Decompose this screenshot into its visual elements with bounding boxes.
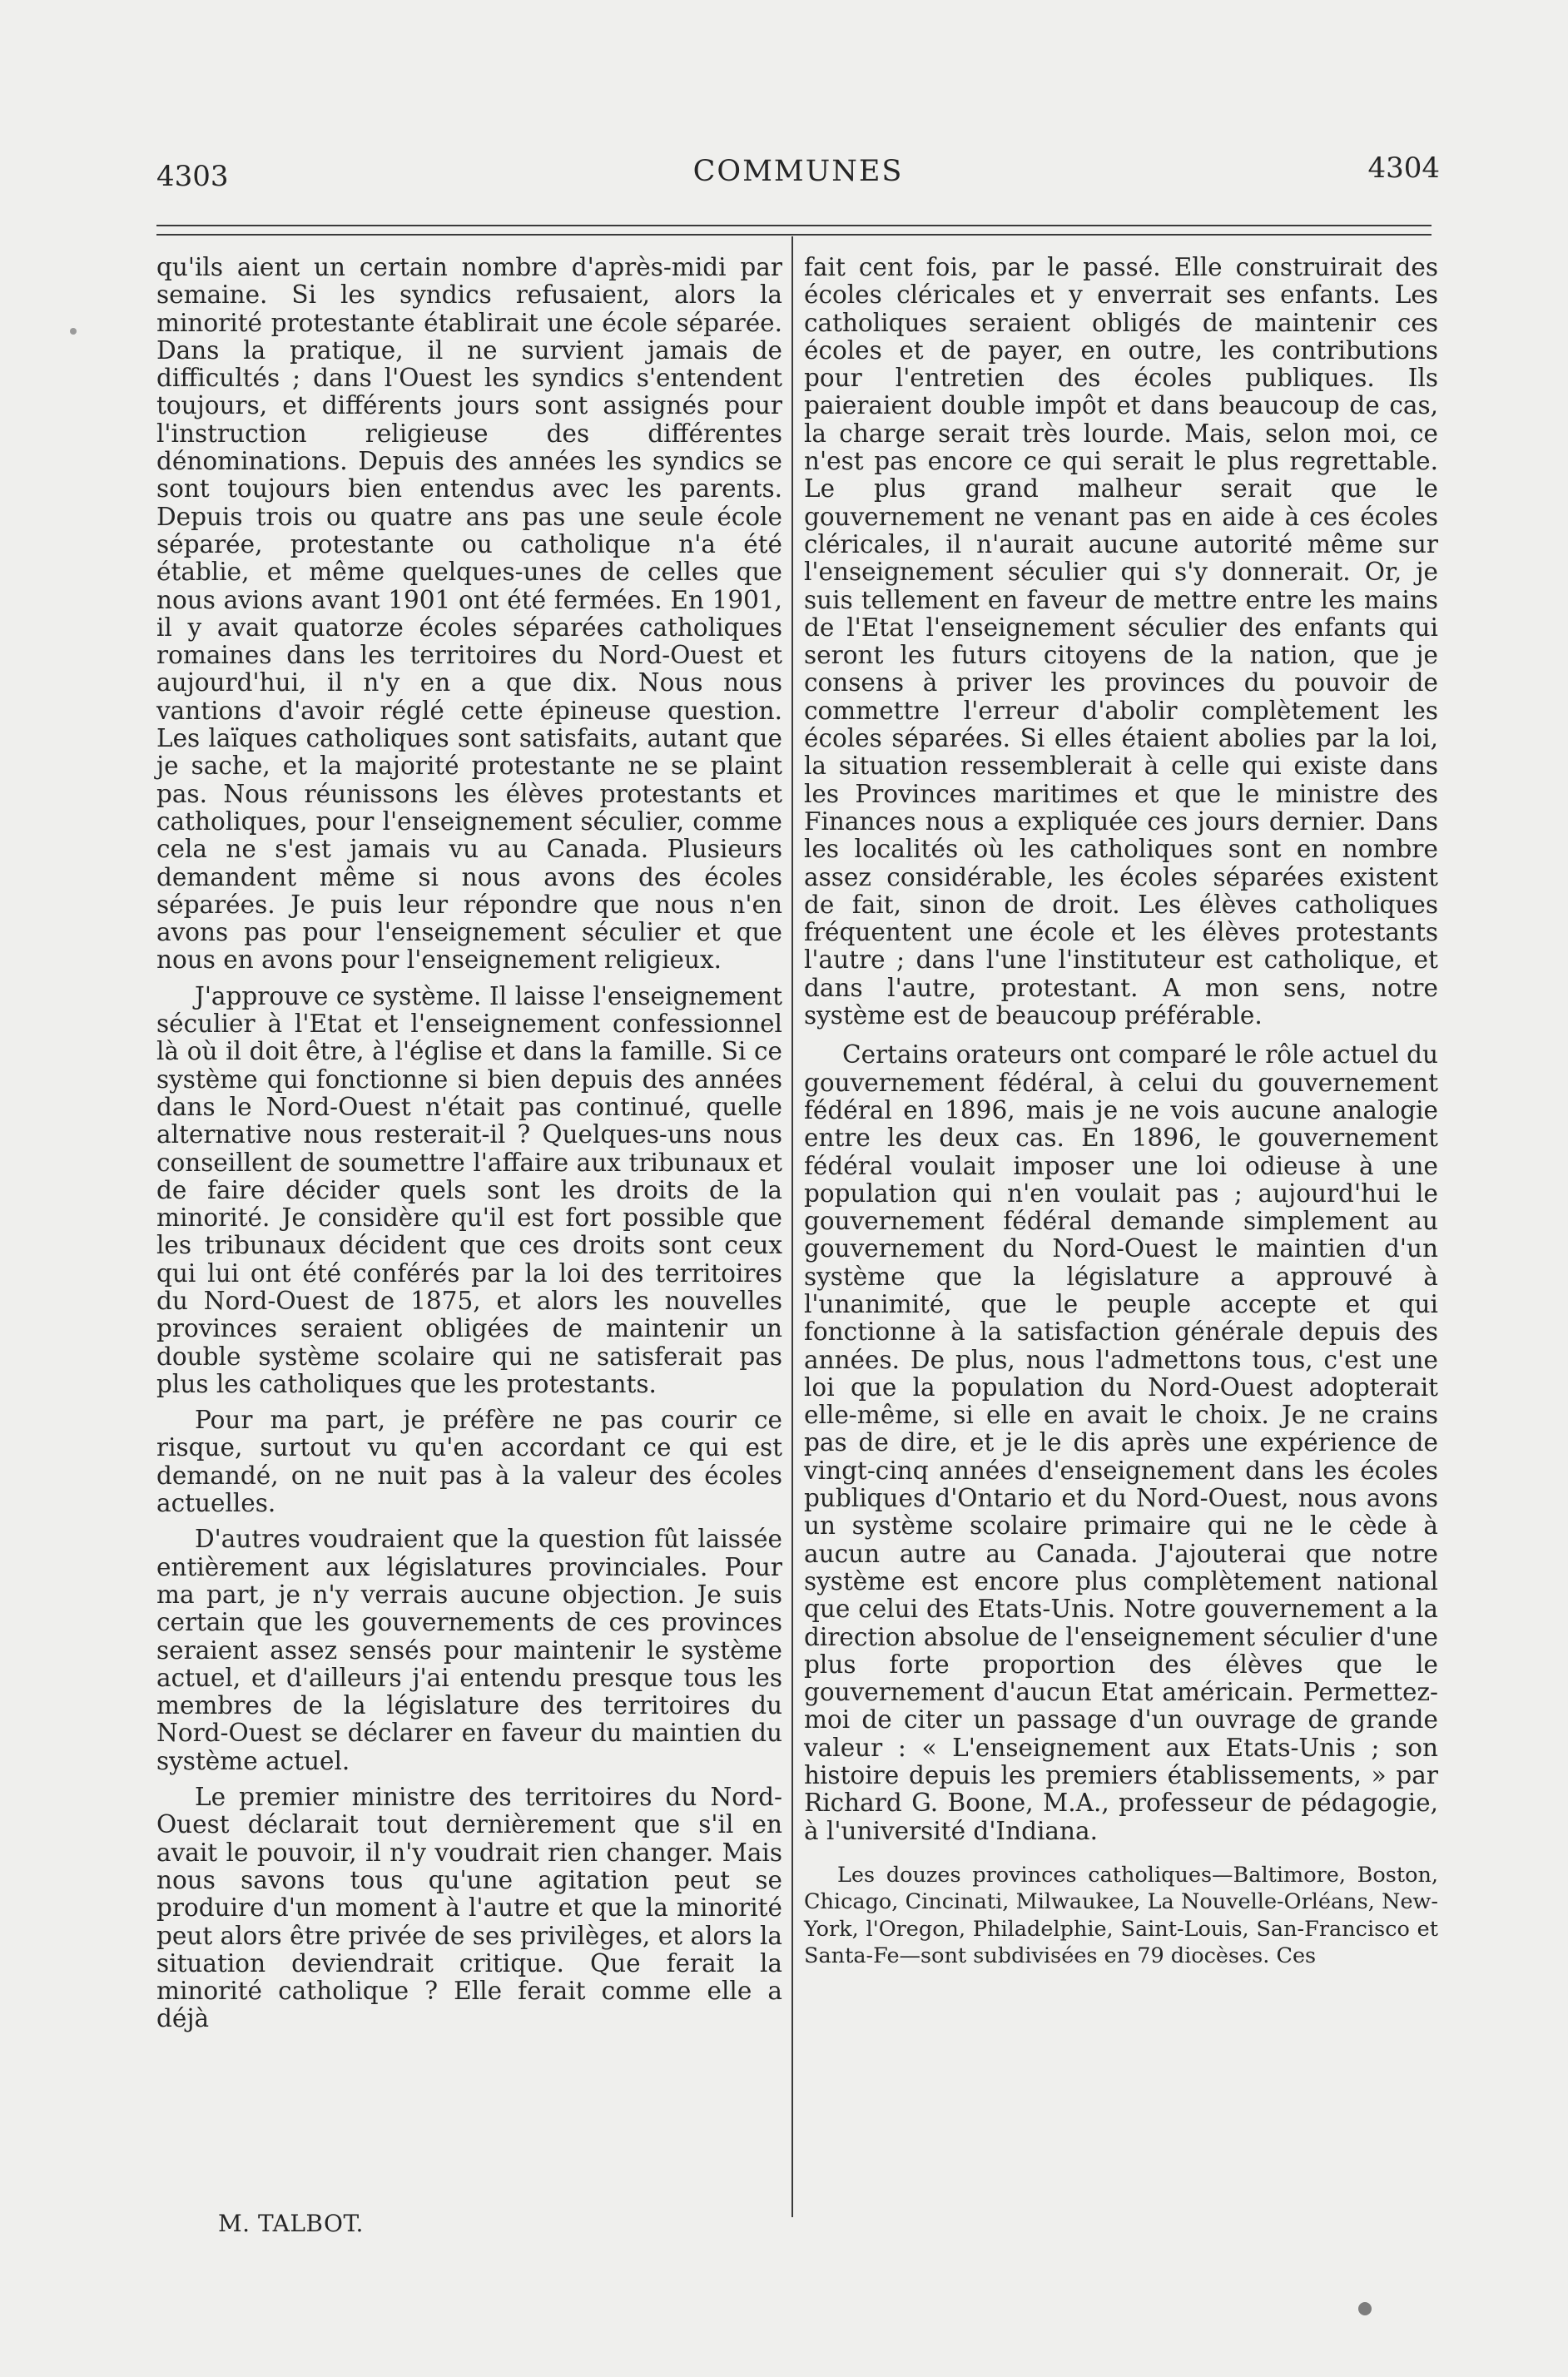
header-rule-bottom: [156, 234, 1432, 236]
left-paragraph-5: Le premier ministre des territoires du Nord-Ouest déclarait tout dernièrement que s'il en avait le pouvoir, il n'y voudrait rien changer. Mais nous savons tous qu'une agitation peut se produire d'un moment à l'autre et que la minorité peut alors être privée de ses privilèges, et alors la situation deviendrait critique. Que ferait la minorité catholique ? Elle ferait comme elle a déjà: [156, 1783, 782, 2033]
header-rule-top: [156, 225, 1432, 226]
right-paragraph-2: Certains orateurs ont comparé le rôle actuel du gouvernement fédéral, à celui du gouvernement fédéral en 1896, mais je ne vois aucune analogie entre les deux cas. En 1896, le gouvernement fédéral voulait imposer une loi odieuse à une population qui n'en voulait pas ; aujourd'hui le gouvernement fédéral demande simplement au gouvernement du Nord-Ouest le maintien d'un système que la législature a approuvé à l'unanimité, que le peuple accepte et qui fonctionne à la satisfaction générale depuis des années. De plus, nous l'admettons tous, c'est une loi que la population du Nord-Ouest adopterait elle-même, si elle en avait le choix. Je ne crains pas de dire, et je le dis après une expérience de vingt-cinq années d'enseignement dans les écoles publiques d'Ontario et du Nord-Ouest, nous avons un système scolaire primaire qui ne le cède à aucun autre au Canada. J'ajouterai que notre système est encore plus complètement national que celui des Etats-Unis. Notre gouvernement a la direction absolue de l'enseignement séculier d'une plus forte proportion des élèves que le gouvernement d'aucun Etat américain. Permettez-moi de citer un passage d'un ouvrage de grande valeur : « L'enseignement aux Etats-Unis ; son histoire depuis les premiers établissements, » par Richard G. Boone, M.A., professeur de pédagogie, à l'université d'Indiana.: [804, 1040, 1438, 1845]
running-title: COMMUNES: [692, 155, 904, 188]
page-number-left: 4303: [156, 160, 229, 193]
left-column: [156, 254, 782, 2033]
left-paragraph-3: Pour ma part, je préfère ne pas courir ce risque, surtout vu qu'en accordant ce qui est demandé, on ne nuit pas à la valeur des écoles actuelles.: [156, 1406, 782, 1518]
scan-speck-left: [70, 328, 77, 335]
left-paragraph-4: D'autres voudraient que la question fût laissée entièrement aux législatures provinciales. Pour ma part, je n'y verrais aucune objection. Je suis certain que les gouvernements de ces provinces seraient assez sensés pour maintenir le système actuel, et d'ailleurs j'ai entendu presque tous les membres de la législature des territoires du Nord-Ouest se déclarer en faveur du maintien du système actuel.: [156, 1525, 782, 1775]
column-divider: [791, 236, 793, 2217]
left-paragraph-1: qu'ils aient un certain nombre d'après-midi par semaine. Si les syndics refusaient, alors la minorité protestante établirait une école séparée. Dans la pratique, il ne survient jamais de difficultés ; dans l'Ouest les syndics s'entendent toujours, et différents jours sont assignés pour l'instruction religieuse des différentes dénominations. Depuis des années les syndics se sont toujours bien entendus avec les parents. Depuis trois ou quatre ans pas une seule école séparée, protestante ou catholique n'a été établie, et même quelques-unes de celles que nous avions avant 1901 ont été fermées. En 1901, il y avait quatorze écoles séparées catholiques romaines dans les territoires du Nord-Ouest et aujourd'hui, il n'y en a que dix. Nous nous vantions d'avoir réglé cette épineuse question. Les laïques catholiques sont satisfaits, autant que je sache, et la majorité protestante ne se plaint pas. Nous réunissons les élèves protestants et catholiques, pour l'enseignement séculier, comme cela ne s'est jamais vu au Canada. Plusieurs demandent même si nous avons des écoles séparées. Je puis leur répondre que nous n'en avons pas pour l'enseignement séculier et que nous en avons pour l'enseignement religieux.: [156, 253, 782, 975]
speaker-signature: M. TALBOT.: [218, 2210, 364, 2237]
quoted-passage: Les douzes provinces catholiques—Baltimore, Boston, Chicago, Cincinati, Milwaukee, La Nouvelle-Orléans, New-York, l'Oregon, Philadelphie, Saint-Louis, San-Francisco et Santa-Fe—sont subdivisées en 79 diocèses. Ces: [804, 1862, 1438, 1969]
right-column: [804, 254, 1438, 1970]
left-paragraph-2: J'approuve ce système. Il laisse l'enseignement séculier à l'Etat et l'enseignement confessionnel là où il doit être, à l'église et dans la famille. Si ce système qui fonctionne si bien depuis des années dans le Nord-Ouest n'était pas continué, quelle alternative nous resterait-il ? Quelques-uns nous conseillent de soumettre l'affaire aux tribunaux et de faire décider quels sont les droits de la minorité. Je considère qu'il est fort possible que les tribunaux décident que ces droits sont ceux qui lui ont été conférés par la loi des territoires du Nord-Ouest de 1875, et alors les nouvelles provinces seraient obligées de maintenir un double système scolaire qui ne satisferait pas plus les catholiques que les protestants.: [156, 981, 782, 1398]
right-paragraph-1: fait cent fois, par le passé. Elle construirait des écoles cléricales et y enverrait ses enfants. Les catholiques seraient obligés de maintenir ces écoles et de payer, en outre, les contributions pour l'entretien des écoles publiques. Ils paieraient double impôt et dans beaucoup de cas, la charge serait très lourde. Mais, selon moi, ce n'est pas encore ce qui serait le plus regrettable. Le plus grand malheur serait que le gouvernement ne venant pas en aide à ces écoles cléricales, il n'aurait aucune autorité même sur l'enseignement séculier qui s'y donnerait. Or, je suis tellement en faveur de mettre entre les mains de l'Etat l'enseignement séculier des enfants qui seront les futurs citoyens de la nation, que je consens à priver les provinces du pouvoir de commettre l'erreur d'abolir complètement les écoles séparées. Si elles étaient abolies par la loi, la situation ressemblerait à celle qui existe dans les Provinces maritimes et que le ministre des Finances nous a expliquée ces jours dernier. Dans les localités où les catholiques sont en nombre assez considérable, les écoles séparées existent de fait, sinon de droit. Les élèves catholiques fréquentent une école et les élèves protestants l'autre ; dans l'une l'instituteur est catholique, et dans l'autre, protestant. A mon sens, notre système est de beaucoup préférable.: [804, 253, 1438, 1030]
scan-speck-bottom-right: [1358, 2302, 1372, 2315]
page-header: [156, 148, 1440, 198]
page-number-right: 4304: [1367, 151, 1440, 185]
